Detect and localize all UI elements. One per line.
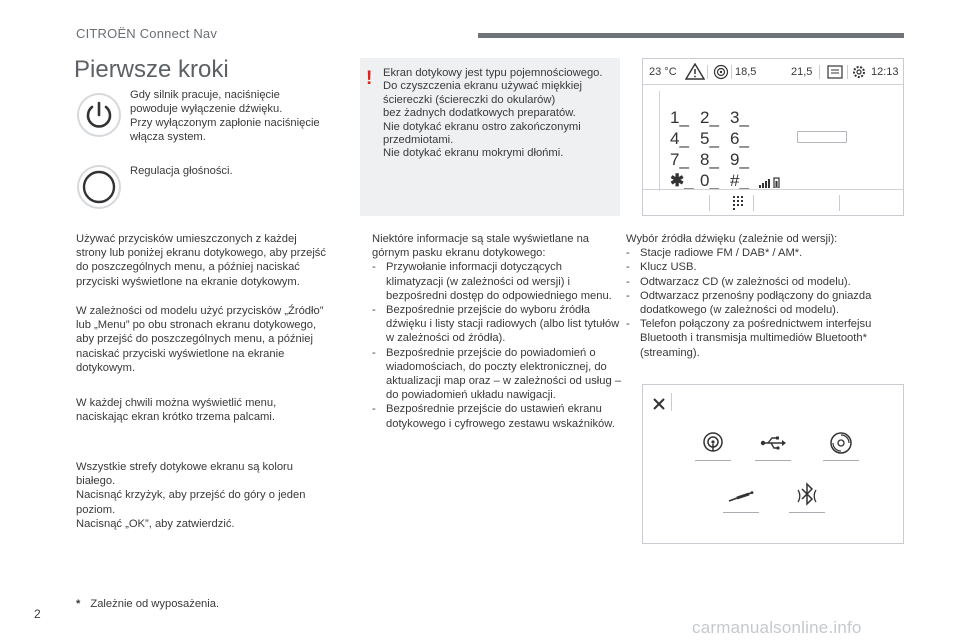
header-bar: [478, 33, 904, 38]
footnote-text: Zależnie od wyposażenia.: [90, 598, 220, 610]
list-item: - Telefon połączony za pośrednictwem interfejsu Bluetooth i transmisja multimediów Bluetooth* (streaming).: [626, 317, 910, 360]
keypad-key: 8_: [700, 150, 719, 169]
touchscreen-illustration-status: [642, 58, 904, 216]
warning-text: Ekran dotykowy jest typu pojemnościowego. Do czyszczenia ekranu używać miękkiej ściereczki (ściereczki do okularów) bez żadnych dodatkowych preparatów. Nie dotykać ekranu ostro zakończonymi przedmiotami. Nie dotykać ekranu mokrymi dłońmi.: [383, 67, 603, 160]
screen-header: [643, 385, 903, 423]
divider: [707, 65, 708, 79]
source-usb-button: [755, 429, 791, 461]
list-item: - Stacje radiowe FM / DAB* / AM*.: [626, 246, 910, 260]
paragraph-three-fingers: W każdej chwili można wyświetlić menu, naciskając ekran krótko trzema palcami.: [76, 397, 277, 424]
keypad-key: 6_: [730, 129, 749, 148]
list-item: - Odtwarzacz CD (w zależności od modelu).: [626, 275, 910, 289]
warning-icon: !: [366, 68, 373, 89]
footnote: [76, 598, 219, 610]
source-selection-info: [626, 232, 910, 360]
paragraph-source-menu: W zależności od modelu użyć przycisków „Źródło” lub „Menu” po obu stronach ekranu dotykowego, aby przejść do poszczególnych menu, a później naciskać przyciski wyświetlone na ekranie dotykowym.: [76, 305, 324, 374]
power-description: Gdy silnik pracuje, naciśnięcie powoduje wyłączenie dźwięku. Przy wyłączonym zapłonie naciśnięcie włącza system.: [130, 89, 320, 143]
footnote-mark: *: [76, 598, 81, 610]
source-aux-button: [723, 483, 759, 513]
source-cd-button: [823, 429, 859, 461]
keypad-key: #_: [730, 171, 749, 190]
paragraph-buttons: Używać przycisków umieszczonych z każdej strony lub poniżej ekranu dotykowego, aby przejść do poszczególnych menu, a później naciskać przyciski wyświetlone na ekranie dotykowym.: [76, 233, 326, 288]
keypad-key: 7_: [670, 150, 689, 169]
list-item: - Bezpośrednie przejście do ustawień ekranu dotykowego i cyfrowego zestawu wskaźników.: [372, 402, 622, 430]
page-title: Pierwsze kroki: [74, 56, 229, 83]
keypad-key: 9_: [730, 150, 749, 169]
settings-gear-icon: [851, 64, 867, 83]
list-item: - Odtwarzacz przenośny podłączony do gniazda dodatkowego (w zależności od modelu).: [626, 289, 910, 317]
source-selection-intro: Wybór źródła dźwięku (zależnie od wersji):: [626, 233, 838, 245]
status-bar-intro: Niektóre informacje są stale wyświetlane na górnym pasku ekranu dotykowego:: [372, 233, 590, 260]
divider: [839, 195, 840, 211]
cd-icon: [829, 431, 853, 455]
keypad-key: 3_: [730, 108, 749, 127]
frequency-readout: 18,5: [735, 66, 757, 78]
aux-jack-icon: [727, 489, 755, 505]
temperature-readout-right: 21,5: [791, 66, 813, 78]
list-item: - Bezpośrednie przejście do powiadomień o wiadomościach, do poczty elektronicznej, do aktualizacji map oraz – w zależności od usług – do powiadomień układu nawigacji.: [372, 346, 622, 403]
power-button-icon: [76, 92, 122, 138]
screen-bottom-bar: [643, 189, 903, 215]
header-title: CITROËN Connect Nav: [76, 26, 218, 41]
divider: [709, 195, 710, 211]
keypad-key-star: ✱_: [670, 171, 694, 190]
divider: [731, 65, 732, 79]
warning-triangle-icon: [685, 63, 705, 83]
volume-knob-icon: [76, 164, 122, 210]
list-item: - Klucz USB.: [626, 260, 910, 274]
usb-icon: [760, 435, 786, 451]
close-icon: [653, 397, 665, 415]
screen-status-bar: [643, 59, 903, 85]
keypad-key: 0_: [700, 171, 719, 190]
temperature-readout: 23 °C: [649, 66, 677, 78]
touchscreen-illustration-sources: [642, 384, 904, 544]
radio-source-icon: [713, 64, 729, 83]
keypad-key: 2_: [700, 108, 719, 127]
paragraph-touch-zones: Wszystkie strefy dotykowe ekranu są koloru białego. Nacisnąć krzyżyk, aby przejść do góry o jeden poziom. Nacisnąć „OK”, aby zatwierdzić.: [76, 461, 306, 530]
phone-keypad-icon: [731, 195, 745, 216]
source-bluetooth-button: [789, 479, 825, 513]
bluetooth-icon: [795, 481, 819, 507]
placeholder-field: [797, 131, 847, 143]
keypad-key: 5_: [700, 129, 719, 148]
keypad-key: 1_: [670, 108, 689, 127]
divider: [671, 393, 672, 411]
divider: [753, 195, 754, 211]
divider: [819, 65, 820, 79]
page-number: 2: [34, 607, 41, 621]
source-radio-button: [695, 429, 731, 461]
volume-description: Regulacja głośności.: [130, 165, 233, 177]
keypad-key: 4_: [670, 129, 689, 148]
list-item: - Bezpośrednie przejście do wyboru źródła dźwięku i listy stacji radiowych (albo list tytułów w zależności od źródła).: [372, 303, 622, 346]
divider: [847, 65, 848, 79]
status-bar-info: [372, 232, 622, 431]
clock-readout: 12:13: [871, 66, 899, 78]
list-item: - Przywołanie informacji dotyczących klimatyzacji (w zależności od wersji) i bezpośredni dostęp do odpowiedniego menu.: [372, 260, 622, 303]
radio-icon: [702, 431, 724, 453]
watermark: carmanualsonline.info: [692, 618, 862, 637]
messages-icon: [827, 65, 843, 82]
